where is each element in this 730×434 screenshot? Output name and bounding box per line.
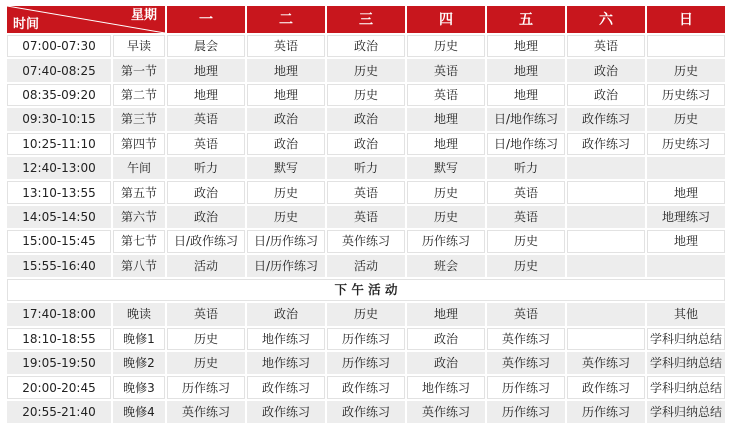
class-cell-thu: 地理 (407, 133, 485, 155)
class-cell-sun: 地理 (647, 230, 725, 252)
class-cell-sat (567, 328, 645, 350)
class-cell-fri: 地理 (487, 84, 565, 106)
time-slot-cell: 15:00-15:45 (7, 230, 111, 252)
class-cell-tue: 日/历作练习 (247, 230, 325, 252)
time-slot-cell: 18:10-18:55 (7, 328, 111, 350)
class-cell-thu: 地理 (407, 303, 485, 325)
period-name-cell: 第三节 (113, 108, 165, 130)
schedule-row (7, 59, 725, 81)
class-cell-fri: 地理 (487, 59, 565, 81)
class-cell-sun: 历史 (647, 108, 725, 130)
class-cell-sun (647, 157, 725, 179)
period-name-cell: 第四节 (113, 133, 165, 155)
class-cell-mon: 历作练习 (167, 376, 245, 398)
class-cell-wed: 政治 (327, 108, 405, 130)
class-cell-sat: 政作练习 (567, 133, 645, 155)
timetable (7, 6, 725, 423)
time-slot-cell: 07:40-08:25 (7, 59, 111, 81)
class-cell-sat: 政治 (567, 84, 645, 106)
time-slot-cell: 09:30-10:15 (7, 108, 111, 130)
class-cell-tue: 政作练习 (247, 376, 325, 398)
class-cell-sat (567, 230, 645, 252)
time-slot-cell: 13:10-13:55 (7, 181, 111, 203)
period-name-cell: 第六节 (113, 206, 165, 228)
class-cell-tue: 英语 (247, 35, 325, 57)
class-cell-fri: 英语 (487, 206, 565, 228)
class-cell-thu: 英语 (407, 84, 485, 106)
class-cell-tue: 政治 (247, 133, 325, 155)
class-cell-fri: 历作练习 (487, 376, 565, 398)
weekday-axis-label: 星期 (130, 8, 157, 23)
class-cell-tue: 历史 (247, 206, 325, 228)
class-cell-mon: 晨会 (167, 35, 245, 57)
period-name-cell: 午间 (113, 157, 165, 179)
class-cell-sun: 历史练习 (647, 84, 725, 106)
class-cell-wed: 历作练习 (327, 352, 405, 374)
class-cell-sun: 历史练习 (647, 133, 725, 155)
period-name-cell: 第五节 (113, 181, 165, 203)
period-name-cell: 晚读 (113, 303, 165, 325)
class-cell-thu: 英语 (407, 59, 485, 81)
class-cell-mon: 英语 (167, 303, 245, 325)
class-cell-fri: 英作练习 (487, 352, 565, 374)
class-cell-tue: 地理 (247, 84, 325, 106)
class-cell-tue: 政治 (247, 303, 325, 325)
class-cell-sat (567, 181, 645, 203)
class-cell-sun: 历史 (647, 59, 725, 81)
class-cell-wed: 英语 (327, 206, 405, 228)
schedule-row (7, 181, 725, 203)
class-cell-thu: 历史 (407, 35, 485, 57)
class-cell-sat (567, 206, 645, 228)
schedule-row (7, 230, 725, 252)
class-cell-sat (567, 255, 645, 277)
class-cell-tue: 历史 (247, 181, 325, 203)
class-cell-mon: 政治 (167, 181, 245, 203)
class-cell-mon: 英作练习 (167, 401, 245, 423)
section-divider-row (7, 279, 725, 301)
time-slot-cell: 20:55-21:40 (7, 401, 111, 423)
class-cell-sat: 历作练习 (567, 401, 645, 423)
period-name-cell: 晚修1 (113, 328, 165, 350)
schedule-row (7, 84, 725, 106)
class-cell-mon: 政治 (167, 206, 245, 228)
class-cell-fri: 历史 (487, 230, 565, 252)
class-cell-thu: 历史 (407, 181, 485, 203)
time-slot-cell: 14:05-14:50 (7, 206, 111, 228)
class-cell-thu: 默写 (407, 157, 485, 179)
class-cell-thu: 政治 (407, 352, 485, 374)
daytime-sessions (7, 35, 725, 277)
class-cell-fri: 日/地作练习 (487, 133, 565, 155)
evening-schedule-row (7, 352, 725, 374)
class-cell-wed: 政治 (327, 133, 405, 155)
schedule-row (7, 255, 725, 277)
class-cell-thu: 地理 (407, 108, 485, 130)
day-header-sun: 日 (647, 6, 725, 33)
class-cell-wed: 英语 (327, 181, 405, 203)
class-cell-sat: 政作练习 (567, 108, 645, 130)
class-cell-mon: 听力 (167, 157, 245, 179)
class-cell-sat: 英语 (567, 35, 645, 57)
class-cell-sat (567, 157, 645, 179)
class-cell-wed: 政作练习 (327, 376, 405, 398)
period-name-cell: 晚修3 (113, 376, 165, 398)
schedule-row (7, 35, 725, 57)
class-cell-fri: 听力 (487, 157, 565, 179)
class-cell-mon: 地理 (167, 59, 245, 81)
evening-schedule-row (7, 401, 725, 423)
period-name-cell: 第二节 (113, 84, 165, 106)
class-cell-thu: 地作练习 (407, 376, 485, 398)
day-header-fri: 五 (487, 6, 565, 33)
time-slot-cell: 10:25-11:10 (7, 133, 111, 155)
class-cell-fri: 地理 (487, 35, 565, 57)
evening-sessions (7, 303, 725, 423)
class-cell-wed: 英作练习 (327, 230, 405, 252)
class-cell-thu: 历作练习 (407, 230, 485, 252)
schedule-row (7, 133, 725, 155)
time-slot-cell: 17:40-18:00 (7, 303, 111, 325)
class-cell-tue: 地作练习 (247, 352, 325, 374)
class-cell-sun (647, 255, 725, 277)
time-slot-cell: 07:00-07:30 (7, 35, 111, 57)
class-cell-tue: 政作练习 (247, 401, 325, 423)
evening-schedule-row (7, 303, 725, 325)
class-cell-mon: 历史 (167, 328, 245, 350)
header-row (7, 6, 725, 33)
class-cell-tue: 默写 (247, 157, 325, 179)
class-cell-wed: 历史 (327, 303, 405, 325)
class-cell-sun: 其他 (647, 303, 725, 325)
class-cell-mon: 英语 (167, 108, 245, 130)
day-header-wed: 三 (327, 6, 405, 33)
day-header-sat: 六 (567, 6, 645, 33)
day-header-thu: 四 (407, 6, 485, 33)
evening-schedule-row (7, 328, 725, 350)
period-name-cell: 第八节 (113, 255, 165, 277)
class-cell-thu: 政治 (407, 328, 485, 350)
period-name-cell: 第七节 (113, 230, 165, 252)
class-cell-sun: 地理练习 (647, 206, 725, 228)
class-cell-wed: 历史 (327, 59, 405, 81)
class-cell-sun: 地理 (647, 181, 725, 203)
class-cell-wed: 历史 (327, 84, 405, 106)
class-cell-thu: 历史 (407, 206, 485, 228)
class-cell-fri: 英语 (487, 303, 565, 325)
class-cell-wed: 政治 (327, 35, 405, 57)
schedule-row (7, 157, 725, 179)
class-cell-mon: 历史 (167, 352, 245, 374)
day-header-tue: 二 (247, 6, 325, 33)
class-cell-mon: 英语 (167, 133, 245, 155)
class-cell-thu: 英作练习 (407, 401, 485, 423)
period-name-cell: 早读 (113, 35, 165, 57)
class-cell-tue: 地作练习 (247, 328, 325, 350)
time-slot-cell: 15:55-16:40 (7, 255, 111, 277)
class-cell-fri: 历作练习 (487, 401, 565, 423)
corner-header-cell (7, 6, 165, 33)
class-cell-sun: 学科归纳总结 (647, 376, 725, 398)
time-axis-label: 时间 (13, 17, 40, 32)
class-cell-wed: 历作练习 (327, 328, 405, 350)
period-name-cell: 晚修4 (113, 401, 165, 423)
class-cell-wed: 活动 (327, 255, 405, 277)
class-cell-sun (647, 35, 725, 57)
time-slot-cell: 19:05-19:50 (7, 352, 111, 374)
period-name-cell: 第一节 (113, 59, 165, 81)
time-slot-cell: 12:40-13:00 (7, 157, 111, 179)
evening-schedule-row (7, 376, 725, 398)
class-cell-mon: 地理 (167, 84, 245, 106)
class-cell-tue: 日/历作练习 (247, 255, 325, 277)
time-slot-cell: 20:00-20:45 (7, 376, 111, 398)
class-cell-sat: 英作练习 (567, 352, 645, 374)
class-cell-mon: 日/政作练习 (167, 230, 245, 252)
class-cell-thu: 班会 (407, 255, 485, 277)
class-cell-fri: 历史 (487, 255, 565, 277)
period-name-cell: 晚修2 (113, 352, 165, 374)
section-divider-label: 下 午 活 动 (7, 279, 725, 301)
class-cell-sat: 政作练习 (567, 376, 645, 398)
class-cell-sat (567, 303, 645, 325)
class-cell-sat: 政治 (567, 59, 645, 81)
class-cell-fri: 日/地作练习 (487, 108, 565, 130)
day-header-mon: 一 (167, 6, 245, 33)
class-cell-wed: 政作练习 (327, 401, 405, 423)
class-cell-fri: 英作练习 (487, 328, 565, 350)
class-cell-mon: 活动 (167, 255, 245, 277)
class-cell-sun: 学科归纳总结 (647, 328, 725, 350)
class-cell-tue: 政治 (247, 108, 325, 130)
class-cell-wed: 听力 (327, 157, 405, 179)
time-slot-cell: 08:35-09:20 (7, 84, 111, 106)
schedule-row (7, 108, 725, 130)
class-cell-fri: 英语 (487, 181, 565, 203)
class-cell-sun: 学科归纳总结 (647, 352, 725, 374)
class-cell-tue: 地理 (247, 59, 325, 81)
class-cell-sun: 学科归纳总结 (647, 401, 725, 423)
schedule-row (7, 206, 725, 228)
